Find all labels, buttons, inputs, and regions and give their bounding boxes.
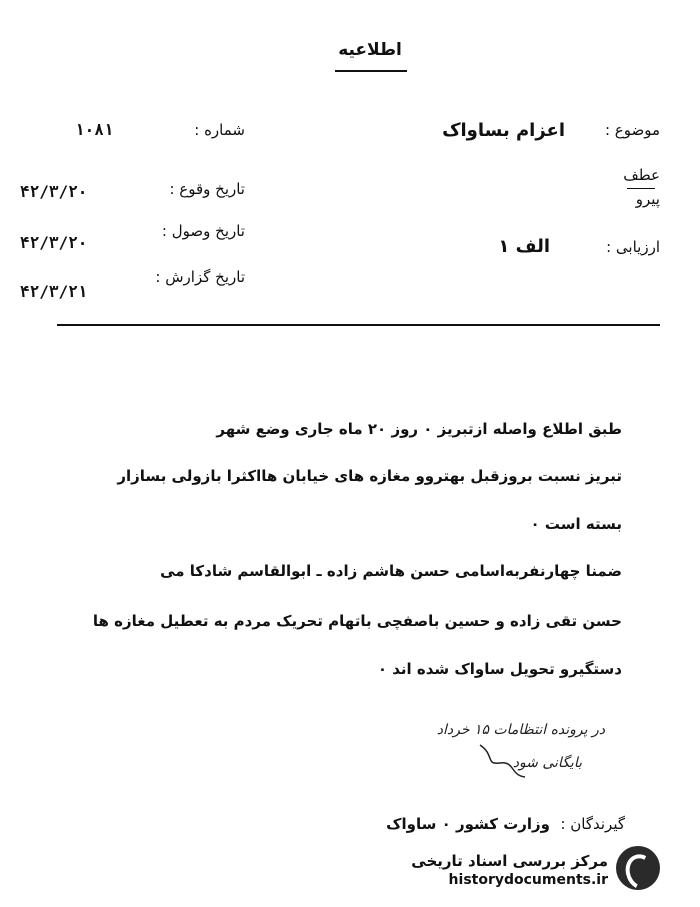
section-divider [57,324,660,326]
subject-label: موضوع : [604,121,660,139]
occurrence-date-label: تاریخ وقوع : [169,180,245,198]
watermark-org-name: مرکز بررسی اسناد تاریخی [411,852,608,870]
watermark-site: historydocuments.ir [448,872,608,888]
body-line-1: طبق اطلاع واصله ازتبریز ۰ روز ۲۰ ماه جاری وضع شهر [216,420,622,438]
handwritten-note-line-2: بایگانی شود [512,755,582,771]
body-line-3: بسته است ۰ [530,515,622,533]
occurrence-date-value: ۴۲/۳/۲۰ [20,182,88,201]
signature-mark [470,735,540,785]
recipients-value: وزارت کشور ۰ ساواک [386,815,550,833]
report-date-label: تاریخ گزارش : [155,268,245,286]
archive-logo-icon [616,846,660,890]
reference-divider [627,188,655,189]
number-value: ۱۰۸۱ [75,120,114,139]
reference-label: عطف [623,166,660,184]
receipt-date-label: تاریخ وصول : [161,222,245,240]
followup-label: پیرو [635,190,660,208]
recipients-label: گیرندگان : [560,815,625,833]
evaluation-label: ارزیابی : [606,238,660,256]
subject-value: اعزام بساواک [442,120,565,141]
watermark [410,846,660,898]
body-line-2: تبریز نسبت بروزقبل بهتروو مغازه های خیابان هااکثرا بازولی بسازار [117,467,622,485]
evaluation-value: الف ۱ [498,236,550,257]
page-title: اطلاعیه [338,40,402,60]
title-underline [335,70,407,72]
body-line-4: ضمنا چهارنفربه‌اسامی حسن هاشم زاده ـ ابوالقاسم شادکا می [160,562,622,580]
handwritten-note-line-1: در پرونده انتظامات ۱۵ خرداد [436,722,605,738]
body-line-6: دستگیرو تحویل ساواک شده اند ۰ [377,660,622,678]
number-label: شماره : [194,121,245,139]
report-date-value: ۴۲/۳/۲۱ [20,282,88,301]
receipt-date-value: ۴۲/۳/۲۰ [20,233,88,252]
body-line-5: حسن تقی زاده و حسین باصفچی باتهام تحریک مردم به تعطیل مغازه ها [92,612,622,630]
